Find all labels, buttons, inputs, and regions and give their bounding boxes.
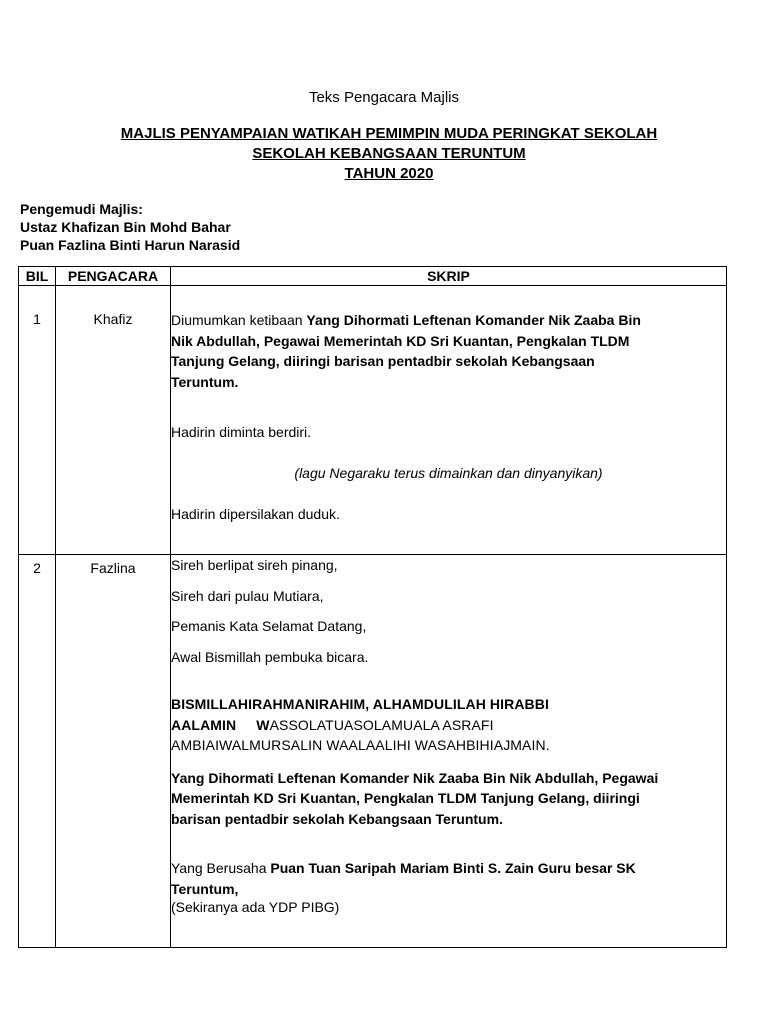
headmistress-name: Puan Tuan Saripah Mariam Binti S. Zain Guru besar SK xyxy=(270,860,636,876)
announcement-intro: Diumumkan ketibaan xyxy=(171,312,307,328)
announcement-paragraph xyxy=(171,310,726,392)
vip-line: Memerintah KD Sri Kuantan, Pengkalan TLDM Tanjung Gelang, diiringi xyxy=(171,790,640,806)
vip-line: Yang Dihormati Leftenan Komander Nik Zaaba Bin Nik Abdullah, Pegawai xyxy=(171,769,659,786)
opening-prayer xyxy=(171,694,726,756)
host-name: Ustaz Khafizan Bin Mohd Bahar xyxy=(20,219,231,235)
vip-greeting xyxy=(171,768,726,830)
instruction-stand: Hadirin diminta berdiri. xyxy=(171,424,312,440)
prayer-line: ASSOLATUASOLAMUALA ASRAFI xyxy=(269,716,494,733)
row-number: 1 xyxy=(19,286,56,555)
table-row xyxy=(19,286,727,555)
script-table xyxy=(18,266,727,948)
vip-line: barisan pentadbir sekolah Kebangsaan Teruntum. xyxy=(171,810,503,827)
row-number: 2 xyxy=(19,555,56,948)
table-row xyxy=(19,555,727,948)
headmistress-greeting xyxy=(171,858,726,899)
event-heading-line: MAJLIS PENYAMPAIAN WATIKAH PEMIMPIN MUDA PERINGKAT SEKOLAH xyxy=(120,125,658,142)
announcement-vip: Teruntum. xyxy=(171,373,239,390)
event-heading xyxy=(0,124,768,184)
headmistress-name: Teruntum, xyxy=(171,880,239,897)
pantun-line: Sireh dari pulau Mutiara, xyxy=(171,587,324,604)
pantun-line: Sireh berlipat sireh pinang, xyxy=(171,557,338,573)
instruction-sit: Hadirin dipersilakan duduk. xyxy=(171,506,340,522)
table-header-row xyxy=(19,267,727,286)
host-name: Puan Fazlina Binti Harun Narasid xyxy=(20,237,241,253)
hosts-block xyxy=(20,200,240,254)
event-heading-line: SEKOLAH KEBANGSAAN TERUNTUM xyxy=(252,145,526,162)
event-heading-line: TAHUN 2020 xyxy=(344,165,434,182)
row-host: Khafiz xyxy=(56,286,171,555)
pantun-line: Pemanis Kata Selamat Datang, xyxy=(171,618,367,634)
prayer-initial: W xyxy=(256,716,270,733)
greeting-intro: Yang Berusaha xyxy=(171,860,271,876)
announcement-vip: Nik Abdullah, Pegawai Memerintah KD Sri Kuantan, Pengkalan TLDM xyxy=(171,332,630,349)
announcement-vip: Tanjung Gelang, diiringi barisan pentadbir sekolah Kebangsaan xyxy=(171,353,595,369)
pibg-note: (Sekiranya ada YDP PIBG) xyxy=(171,899,340,915)
prayer-line: AMBIAIWALMURSALIN WAALAALIHI WASAHBIHIAJMAIN. xyxy=(171,737,550,753)
announcement-vip: Yang Dihormati Leftenan Komander Nik Zaaba Bin xyxy=(306,312,641,328)
header-bil: BIL xyxy=(19,267,56,286)
pantun-line: Awal Bismillah pembuka bicara. xyxy=(171,648,369,665)
prayer-word: AALAMIN xyxy=(171,716,237,733)
header-pengacara: PENGACARA xyxy=(56,267,171,286)
row-host: Fazlina xyxy=(56,555,171,948)
row-script xyxy=(171,286,727,555)
row-script xyxy=(171,555,727,948)
hosts-label: Pengemudi Majlis: xyxy=(20,201,143,217)
document-title: Teks Pengacara Majlis xyxy=(308,89,460,106)
anthem-note: (lagu Negaraku terus dimainkan dan dinyanyikan) xyxy=(294,464,603,481)
prayer-line: BISMILLAHIRAHMANIRAHIM, ALHAMDULILAH HIRABBI xyxy=(171,696,549,712)
header-skrip: SKRIP xyxy=(171,267,727,286)
